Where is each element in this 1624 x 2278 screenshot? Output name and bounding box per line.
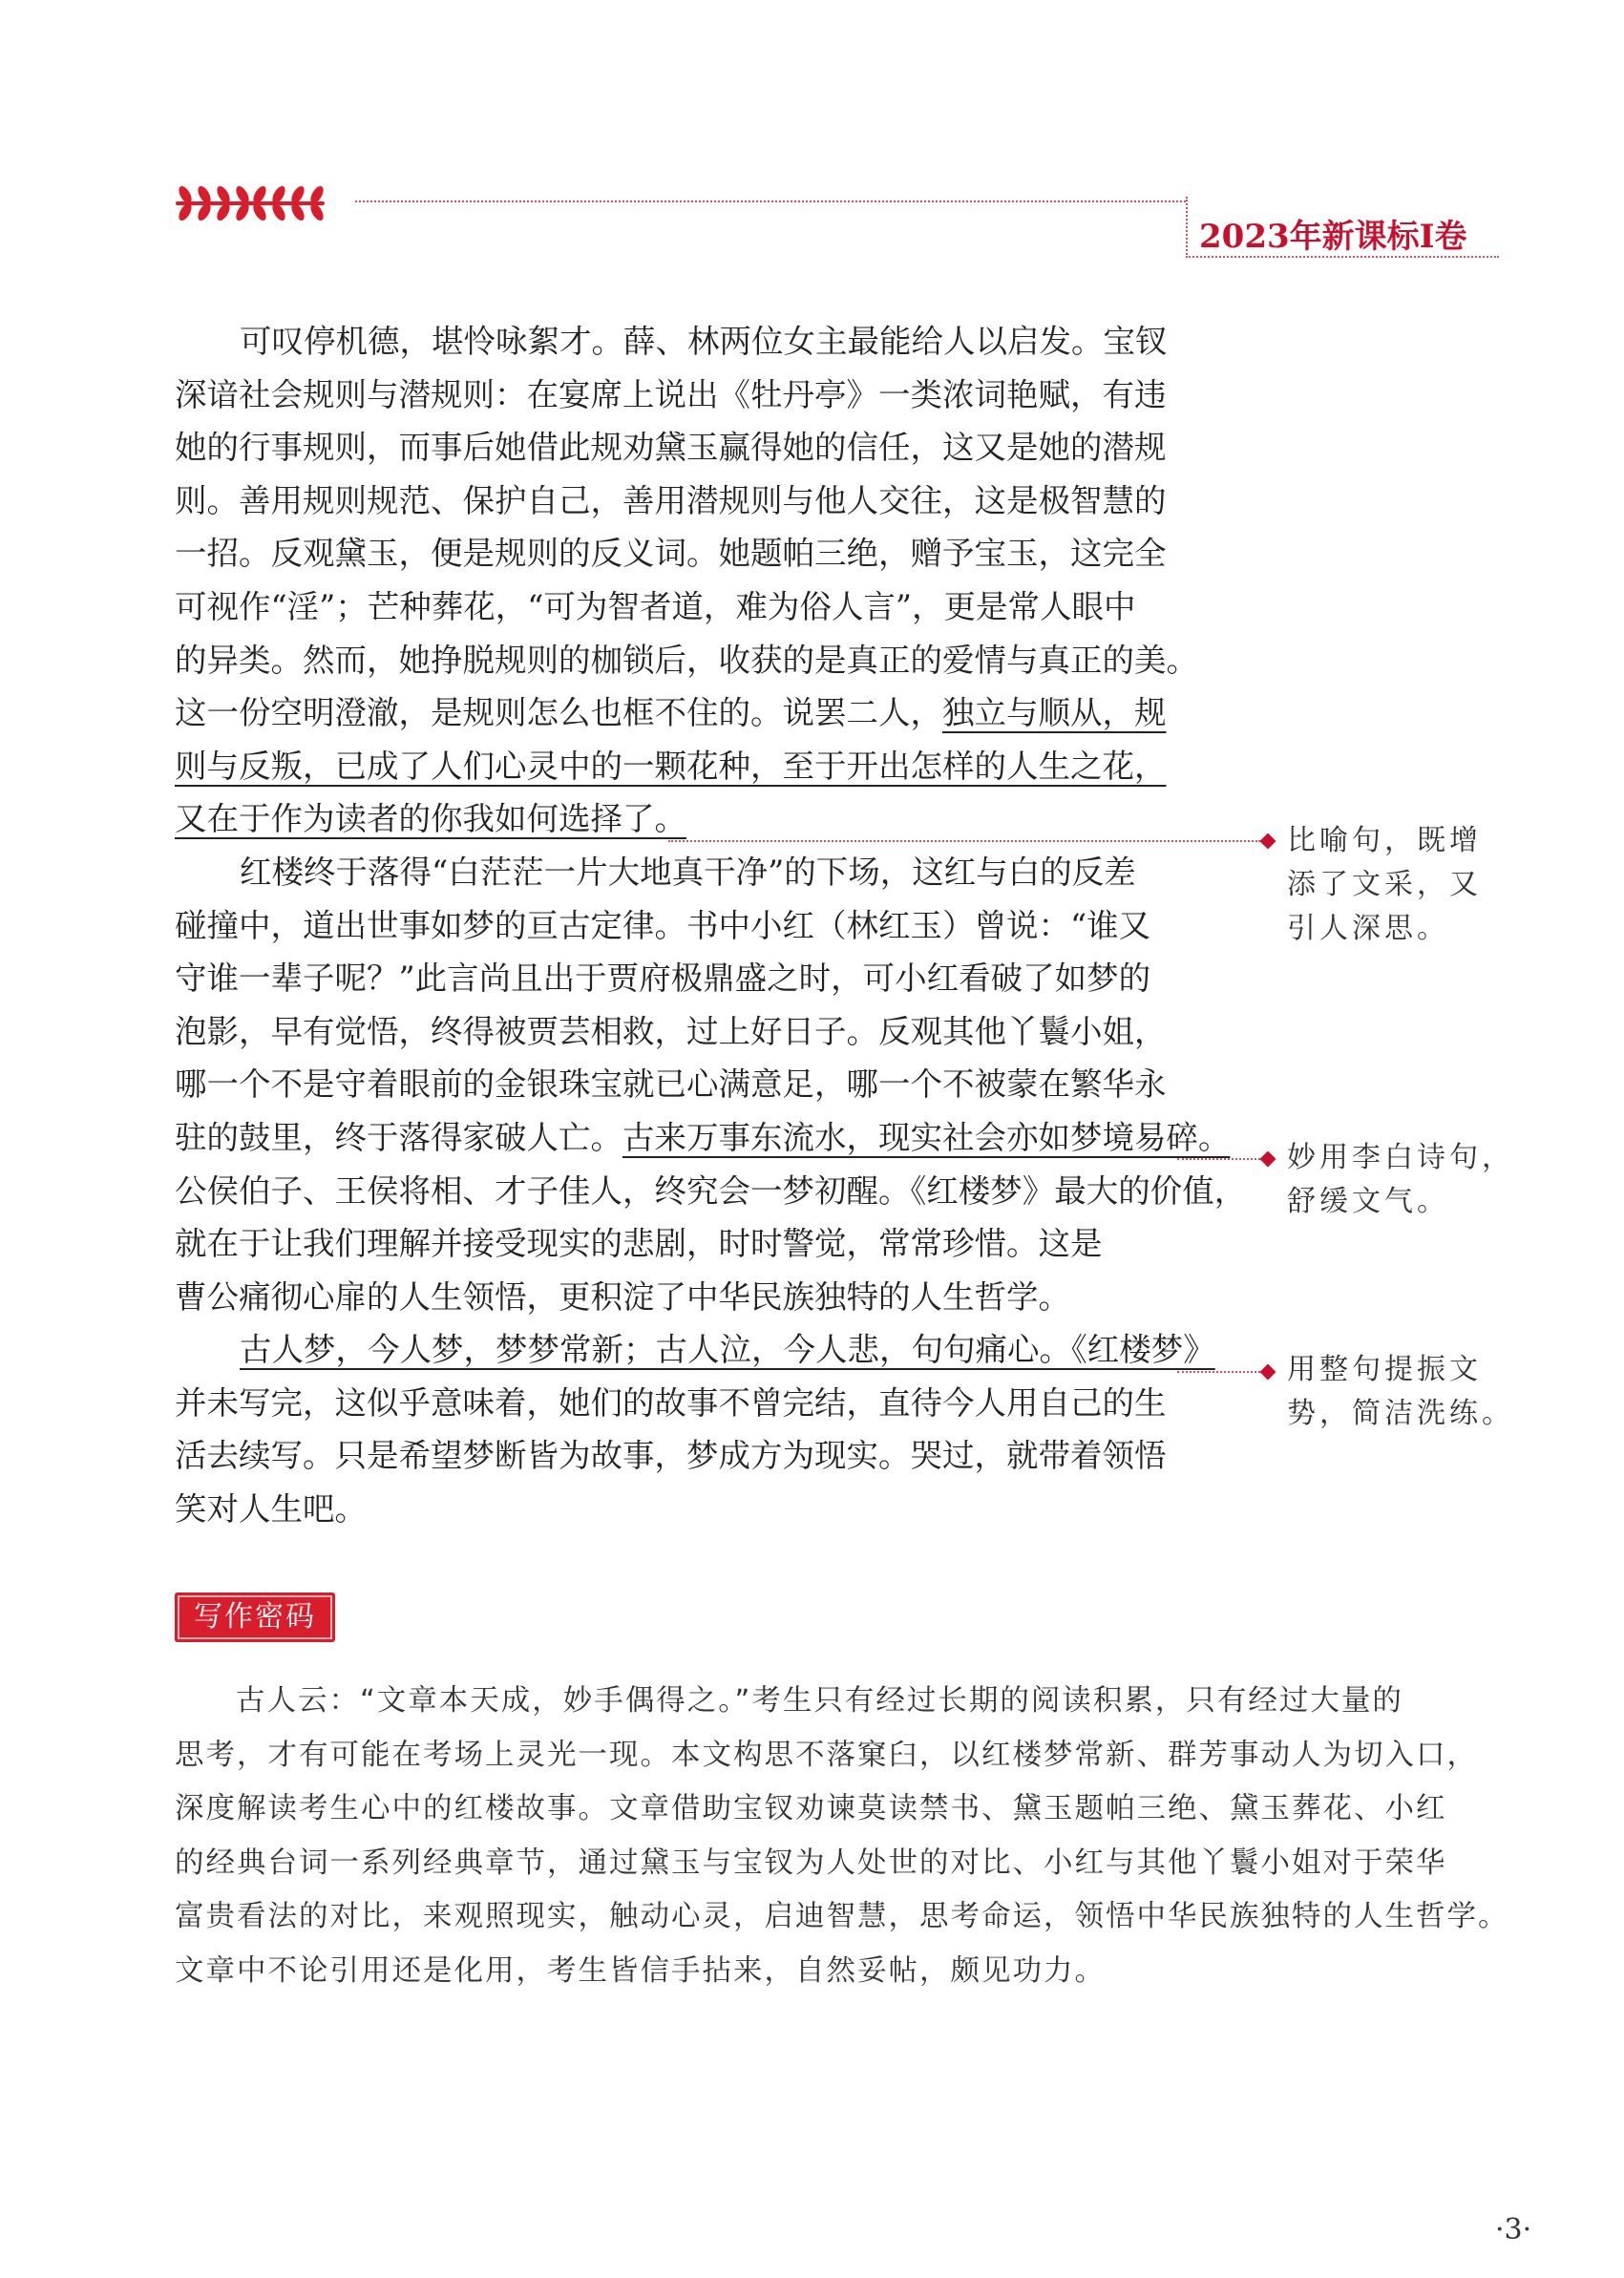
text-line: 守谁一辈子呢？”此言尚且出于贾府极鼎盛之时，可小红看破了如梦的 xyxy=(175,960,1151,998)
underlined-text: 《红楼梦》 xyxy=(1071,1331,1215,1368)
underlined-text: 独立与顺从，规 xyxy=(942,694,1167,732)
text-line: 碰撞中，道出世事如梦的亘古定律。书中小红（林红玉）曾说：“谁又 xyxy=(175,906,1151,944)
text-line: 活去续写。只是希望梦断皆为故事，梦成方为现实。哭过，就带着领悟 xyxy=(175,1437,1167,1475)
underlined-text: 古人梦，今人梦，梦梦常新；古人泣，今人悲，句句痛心。 xyxy=(240,1331,1071,1368)
diamond-icon xyxy=(1260,1364,1276,1381)
essay-paragraph-2 xyxy=(175,846,1247,1323)
plain-text: 这一份空明澄澈，是规则怎么也框不住的。说罢二人， xyxy=(175,694,942,732)
underlined-text: 古来万事东流水，现实社会亦如梦境易碎。 xyxy=(622,1118,1231,1156)
annotation-leader-line xyxy=(1177,1371,1260,1373)
text-line: 就在于让我们理解并接受现实的悲剧，时时警觉，常常珍惜。这是 xyxy=(175,1225,1103,1263)
text-line: 富贵看法的对比，来观照现实，触动心灵，启迪智慧，思考命运，领悟中华民族独特的人生哲学。 xyxy=(175,1900,1509,1933)
annotation-1 xyxy=(1287,819,1507,951)
underlined-text: 又在于作为读者的你我如何选择了。 xyxy=(175,800,686,838)
text-line: 曹公痛彻心扉的人生领悟，更积淀了中华民族独特的人生哲学。 xyxy=(175,1277,1070,1316)
writing-secret-badge: 写作密码 xyxy=(175,1592,335,1642)
text-line: 的异类。然而，她挣脱规则的枷锁后，收获的是真正的爱情与真正的美。 xyxy=(175,641,1198,679)
annotation-line: 妙用李白诗句， xyxy=(1287,1141,1514,1174)
diamond-icon xyxy=(1260,1151,1276,1168)
text-line: 泡影，早有觉悟，终得被贾芸相救，过上好日子。反观其他丫鬟小姐， xyxy=(175,1012,1167,1050)
essay-paragraph-3 xyxy=(175,1323,1215,1535)
text-line: 的经典台词一系列经典章节，通过黛玉与宝钗为人处世的对比、小红与其他丫鬟小姐对于荣华 xyxy=(175,1846,1447,1880)
plain-text: 驻的鼓里，终于落得家破人亡。 xyxy=(175,1118,622,1156)
text-line: 哪一个不是守着眼前的金银珠宝就已心满意足，哪一个不被蒙在繁华永 xyxy=(175,1065,1167,1104)
annotation-2 xyxy=(1287,1136,1514,1224)
text-line: 则。善用规则规范、保护自己，善用潜规则与他人交往，这是极智慧的 xyxy=(175,481,1167,519)
text-line: 并未写完，这似乎意味着，她们的故事不曾完结，直待今人用自己的生 xyxy=(175,1383,1167,1422)
text-line: 深度解读考生心中的红楼故事。文章借助宝钗劝谏莫读禁书、黛玉题帕三绝、黛玉葬花、小红 xyxy=(175,1792,1447,1825)
text-line: 文章中不论引用还是化用，考生皆信手拈来，自然妥帖，颇见功力。 xyxy=(175,1953,1106,1988)
annotation-line: 添了文采，又 xyxy=(1287,868,1482,901)
annotation-line: 比喻句，既增 xyxy=(1287,824,1482,857)
text-line: 古人云：“文章本天成，妙手偶得之。”考生只有经过长期的阅读积累，只有经过大量的 xyxy=(236,1684,1403,1718)
annotation-line: 舒缓文气。 xyxy=(1287,1185,1449,1218)
text-line: 公侯伯子、王侯将相、才子佳人，终究会一梦初醒。《红楼梦》最大的价值， xyxy=(175,1171,1247,1210)
annotation-leader-line xyxy=(668,840,1260,842)
annotation-line: 势，简洁洗练。 xyxy=(1287,1397,1514,1430)
text-line: 可视作“淫”；芒种葬花，“可为智者道，难为俗人言”，更是常人眼中 xyxy=(175,587,1136,625)
text-line: 笑对人生吧。 xyxy=(175,1489,367,1528)
underlined-text: 则与反叛，已成了人们心灵中的一颗花种，至于开出怎样的人生之花， xyxy=(175,747,1167,785)
text-line: 她的行事规则，而事后她借此规劝黛玉赢得她的信任，这又是她的潜规 xyxy=(175,429,1167,467)
exam-title: 2023年新课标Ⅰ卷 xyxy=(1199,218,1467,256)
text-line xyxy=(175,1323,1215,1377)
annotation-3 xyxy=(1287,1348,1514,1436)
text-line xyxy=(175,1111,1231,1165)
text-line xyxy=(175,686,1187,740)
page-number: ·3· xyxy=(1495,2213,1532,2246)
text-line xyxy=(175,740,1187,793)
leaf-ornament-icon xyxy=(172,183,329,223)
essay-paragraph-1 xyxy=(175,315,1198,846)
text-line xyxy=(175,792,1187,846)
text-line: 一招。反观黛玉，便是规则的反义词。她题帕三绝，赠予宝玉，这完全 xyxy=(175,535,1167,573)
annotation-line: 用整句提振文 xyxy=(1287,1353,1482,1386)
annotation-line: 引人深思。 xyxy=(1287,912,1449,945)
annotation-leader-line xyxy=(1177,1158,1260,1160)
text-line: 红楼终于落得“白茫茫一片大地真干净”的下场，这红与白的反差 xyxy=(240,854,1136,891)
writing-secret-text xyxy=(175,1675,1509,1998)
diamond-icon xyxy=(1260,833,1276,850)
header-dotted-rule xyxy=(355,200,1186,202)
text-line: 可叹停机德，堪怜咏絮才。薛、林两位女主最能给人以启发。宝钗 xyxy=(240,323,1168,360)
text-line: 思考，才有可能在考场上灵光一现。本文构思不落窠臼，以红楼梦常新、群芳事动人为切入口， xyxy=(175,1738,1478,1772)
text-line: 深谙社会规则与潜规则：在宴席上说出《牡丹亭》一类浓词艳赋，有违 xyxy=(175,375,1167,413)
